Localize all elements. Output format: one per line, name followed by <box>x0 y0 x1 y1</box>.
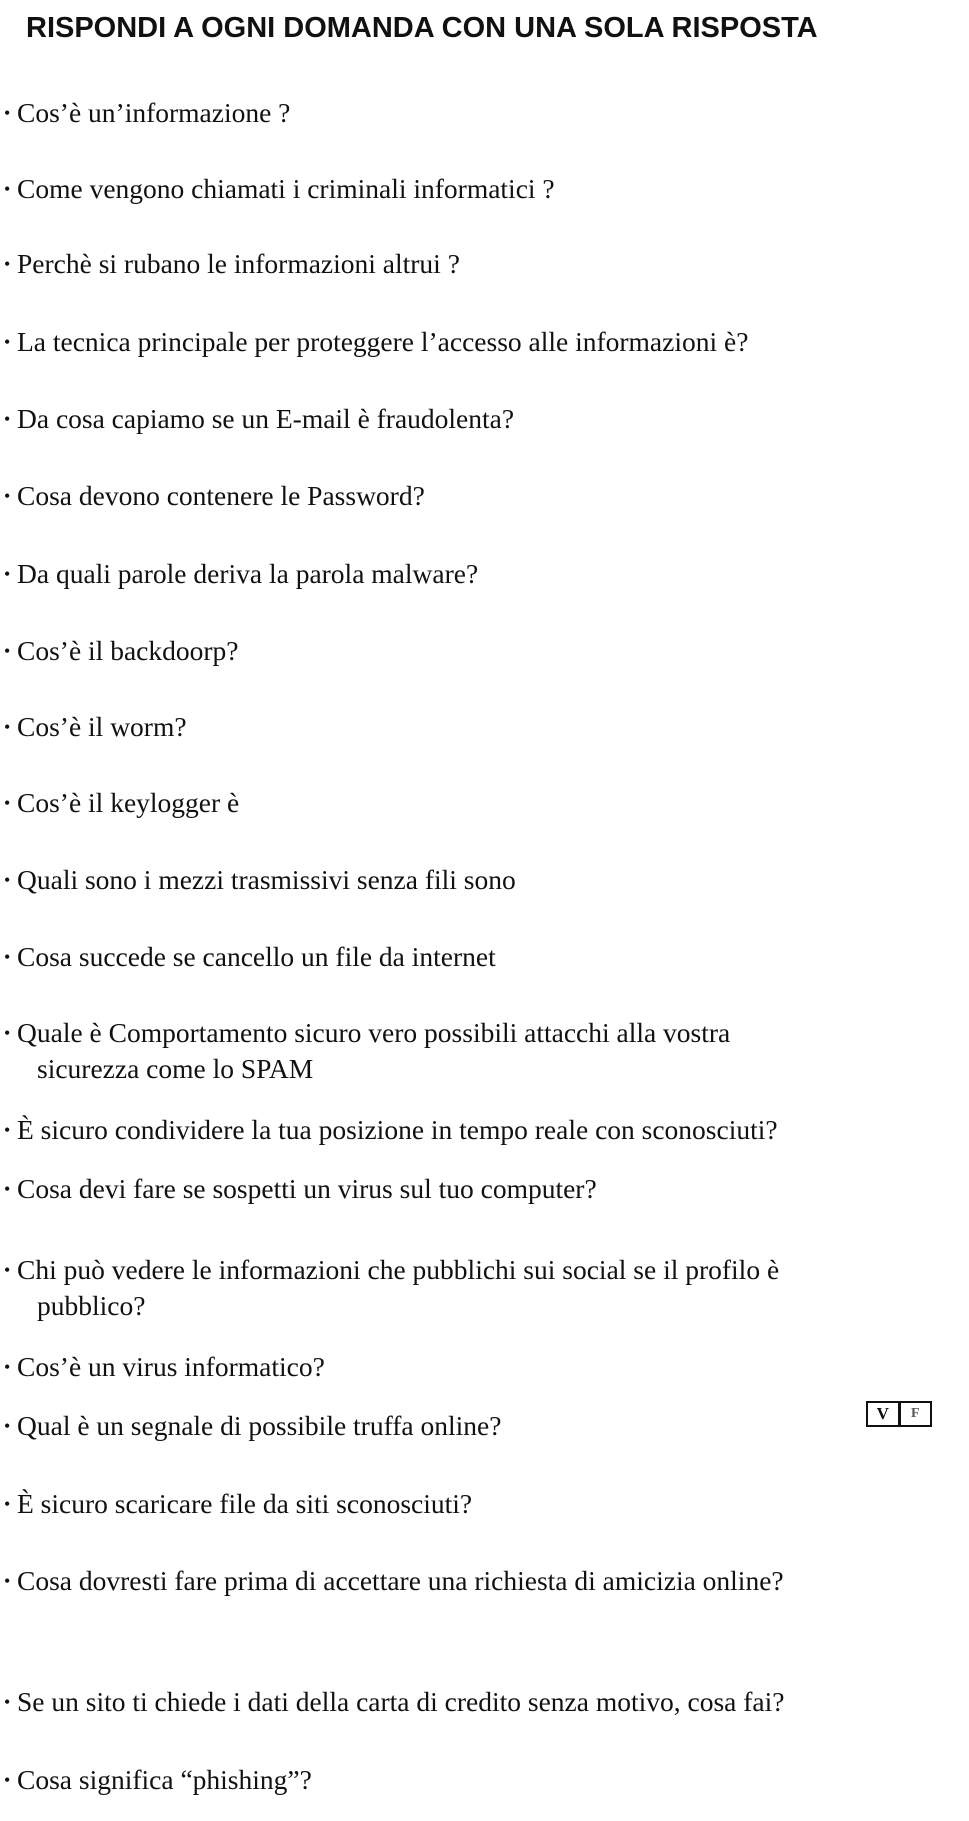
bullet: • <box>4 1357 11 1377</box>
bullet: • <box>4 1494 11 1514</box>
question-text: Cos’è il backdoorp? <box>17 635 239 666</box>
bullet: • <box>4 486 11 506</box>
bullet: • <box>4 332 11 352</box>
bullet: • <box>4 254 11 274</box>
bullet: • <box>4 1179 11 1199</box>
question-text: Cosa devi fare se sospetti un virus sul tuo computer? <box>17 1173 597 1204</box>
bullet: • <box>4 1416 11 1436</box>
bullet: • <box>4 1770 11 1790</box>
question-text-continuation: sicurezza come lo SPAM <box>37 1053 314 1084</box>
question-text: Cos’è un virus informatico? <box>17 1351 325 1382</box>
bullet: • <box>4 1692 11 1712</box>
bullet: • <box>4 1120 11 1140</box>
question-text: Cosa significa “phishing”? <box>17 1764 312 1795</box>
question-text: Cos’è il worm? <box>17 711 187 742</box>
bullet: • <box>4 947 11 967</box>
question-text: Da cosa capiamo se un E-mail è fraudolenta? <box>17 403 515 434</box>
bullet: • <box>4 641 11 661</box>
bullet: • <box>4 564 11 584</box>
bullet: • <box>4 1260 11 1280</box>
question-text: Quali sono i mezzi trasmissivi senza fili sono <box>17 864 516 895</box>
bullet: • <box>4 870 11 890</box>
question-text: Cosa succede se cancello un file da internet <box>17 941 496 972</box>
bullet: • <box>4 409 11 429</box>
question-text: È sicuro scaricare file da siti sconosciuti? <box>17 1488 473 1519</box>
question-text: Come vengono chiamati i criminali informatici ? <box>17 173 555 204</box>
question-text: Quale è Comportamento sicuro vero possibili attacchi alla vostra <box>17 1017 731 1048</box>
question-text: Cosa dovresti fare prima di accettare una richiesta di amicizia online? <box>17 1565 784 1596</box>
bullet: • <box>4 1023 11 1043</box>
question-text: È sicuro condividere la tua posizione in tempo reale con sconosciuti? <box>17 1114 778 1145</box>
true-option[interactable]: V <box>866 1401 900 1427</box>
question-text: La tecnica principale per proteggere l’accesso alle informazioni è? <box>17 326 749 357</box>
true-false-box <box>866 1401 932 1427</box>
bullet: • <box>4 103 11 123</box>
question-text-continuation: pubblico? <box>37 1290 146 1321</box>
question-text: Se un sito ti chiede i dati della carta di credito senza motivo, cosa fai? <box>17 1686 785 1717</box>
question-text: Cos’è il keylogger è <box>17 787 240 818</box>
bullet: • <box>4 793 11 813</box>
page-title: RISPONDI A OGNI DOMANDA CON UNA SOLA RISPOSTA <box>26 12 818 44</box>
false-option[interactable]: F <box>900 1401 933 1427</box>
question-text: Cos’è un’informazione ? <box>17 97 291 128</box>
bullet: • <box>4 1571 11 1591</box>
bullet: • <box>4 179 11 199</box>
question-text: Perchè si rubano le informazioni altrui ? <box>17 248 460 279</box>
question-text: Chi può vedere le informazioni che pubblichi sui social se il profilo è <box>17 1254 780 1285</box>
question-text: Cosa devono contenere le Password? <box>17 480 425 511</box>
question-text: Qual è un segnale di possibile truffa online? <box>17 1410 502 1441</box>
bullet: • <box>4 717 11 737</box>
question-text: Da quali parole deriva la parola malware? <box>17 558 479 589</box>
